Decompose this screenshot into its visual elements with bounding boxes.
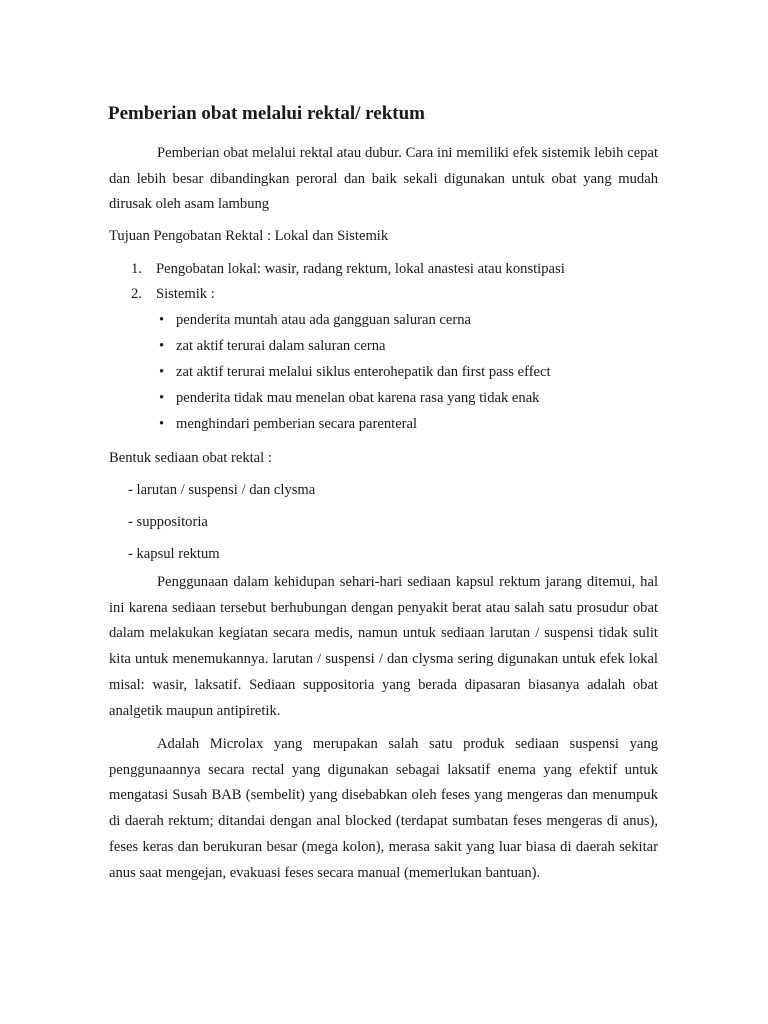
bullet-item: • penderita tidak mau menelan obat karena rasa yang tidak enak	[159, 388, 539, 408]
forms-heading: Bentuk sediaan obat rektal :	[109, 450, 272, 466]
numbered-item	[131, 284, 215, 304]
numbered-item	[131, 259, 565, 279]
bullet-item: • menghindari pemberian secara parenteral	[159, 414, 417, 434]
bullet-item: • penderita muntah atau ada gangguan saluran cerna	[159, 310, 471, 330]
item-text: Pengobatan lokal: wasir, radang rektum, lokal anastesi atau konstipasi	[156, 261, 565, 277]
bullet-item: • zat aktif terurai melalui siklus enterohepatik dan first pass effect	[159, 362, 551, 382]
intro-paragraph: Pemberian obat melalui rektal atau dubur. Cara ini memiliki efek sistemik lebih cepat dan lebih besar dibandingkan peroral dan baik sekali digunakan untuk obat yang mudah dirusak oleh asam lambung	[109, 145, 658, 213]
usage-paragraph: Penggunaan dalam kehidupan sehari-hari sediaan kapsul rektum jarang ditemui, hal ini karena sediaan tersebut berhubungan dengan penyakit berat atau salah satu prosudur obat dalam melakukan kegiatan secara medis, namun untuk sediaan larutan / suspensi tidak sulit kita untuk menemukannya. larutan / suspensi / dan clysma sering digunakan untuk efek lokal misal: wasir, laksatif. Sediaan suppositoria yang berada dipasaran biasanya adalah obat analgetik maupun antipiretik.	[109, 574, 658, 719]
form-item: - kapsul rektum	[128, 546, 220, 562]
document-title: Pemberian obat melalui rektal/ rektum	[108, 103, 425, 124]
microlax-paragraph: Adalah Microlax yang merupakan salah satu produk sediaan suspensi yang penggunaannya secara rectal yang digunakan sebagai laksatif enema yang efektif untuk mengatasi Susah BAB (sembelit) yang disebabkan oleh feses yang mengeras dan menumpuk di daerah rektum; ditandai dengan anal blocked (terdapat sumbatan feses mengeras di anus), feses keras dan berukuran besar (mega kolon), merasa sakit yang luar biasa di daerah sekitar anus saat mengejan, evakuasi feses secara manual (memerlukan bantuan).	[109, 736, 658, 881]
item-number: 2.	[131, 286, 142, 302]
item-text: Sistemik :	[156, 286, 215, 302]
bullet-item: • zat aktif terurai dalam saluran cerna	[159, 336, 385, 356]
item-number: 1.	[131, 261, 142, 277]
goal-heading: Tujuan Pengobatan Rektal : Lokal dan Sistemik	[109, 228, 389, 244]
form-item: - larutan / suspensi / dan clysma	[128, 482, 316, 498]
form-item: - suppositoria	[128, 514, 208, 530]
